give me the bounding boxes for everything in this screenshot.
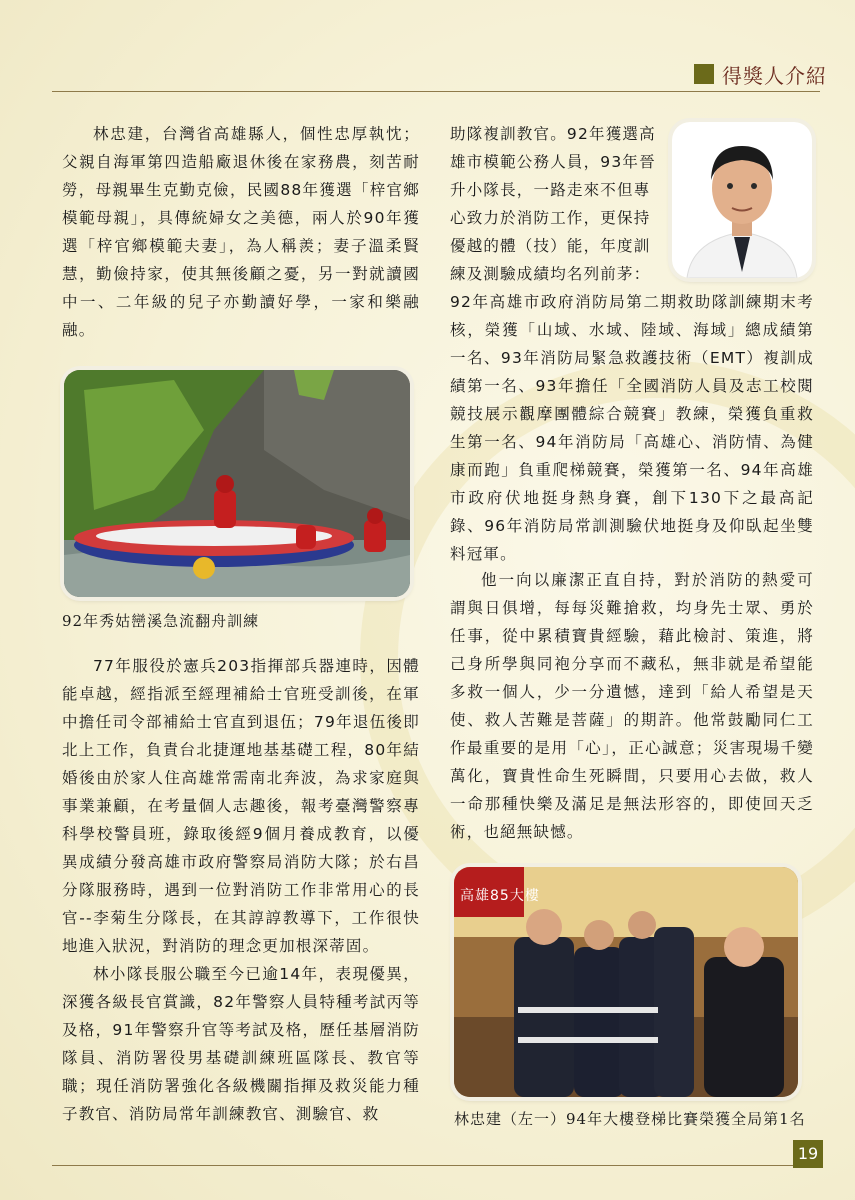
- text-line: 優越的體（技）能，年度訓: [450, 237, 651, 255]
- text-line: 練及測驗成績均名列前茅：: [450, 265, 651, 283]
- text-line: 心致力於消防工作，更保持: [450, 209, 651, 227]
- portrait-photo: [672, 122, 812, 278]
- portrait-illustration: [672, 122, 812, 278]
- right-intro-lines: [450, 120, 664, 288]
- text-line: 助隊複訓教官。92年獲選高: [450, 125, 656, 143]
- career-paragraph: 77年服役於憲兵203指揮部兵器連時，因體能卓越，經指派至經理補給士官班受訓後，在軍中擔任司令部補給士官直到退伍；79年退伍後即北上工作，負責台北捷運地基基礎工程，80年結婚後由於家人住高雄常需南北奔波，為求家庭與事業兼顧，在考量個人志趣後，報考臺灣警察專科學校警員班，錄取後經9個月養成教育，以優異成績分發高雄市政府警察局消防大隊；於右昌分隊服務時，遇到一位對消防工作非常用心的長官--李菊生分隊長，在其諄諄教導下，工作很快地進入狀況，對消防的理念更加根深蒂固。: [62, 657, 420, 955]
- dedication-paragraph: 他一向以廉潔正直自持，對於消防的熱愛可謂與日俱增，每每災難搶救，均身先士眾、勇於任事，從中累積寶貴經驗，藉此檢討、策進，將己身所學與同袍分享而不藏私，無非就是希望能多救一個人，少一分遺憾，達到「給人希望是天使、救人苦難是菩薩」的期許。他常鼓勵同仁工作最重要的是用「心」，正心誠意；災害現場千變萬化，寶貴性命生死瞬間，只要用心去做，救人一命那種快樂及滿足是無法形容的，即使回天乏術，也絕無缺憾。: [450, 571, 814, 841]
- footer-divider: [52, 1165, 822, 1166]
- text-line: 升小隊長，一路走來不但專: [450, 181, 651, 199]
- award-photo-caption: 林忠建（左一）94年大樓登梯比賽榮獲全局第1名: [454, 1110, 806, 1128]
- rafting-photo-caption: 92年秀姑巒溪急流翻舟訓練: [62, 612, 260, 630]
- rafting-photo-illustration: [64, 370, 410, 597]
- page-number: 19: [793, 1140, 823, 1168]
- intro-paragraph: 林忠建，台灣省高雄縣人，個性忠厚執忱；父親自海軍第四造船廠退休後在家務農，刻苦耐勞，母親畢生克勤克儉，民國88年獲選「梓官鄉模範母親」，具傳統婦女之美德，兩人於90年獲選「梓官鄉模範夫妻」，為人稱羨；妻子溫柔賢慧，勤儉持家，使其無後顧之憂，另一對就讀國中一、二年級的兒子亦勤讀好學，一家和樂融融。: [62, 125, 420, 339]
- photo-banner-text: 高雄85大樓: [460, 888, 540, 904]
- section-title: 得獎人介紹: [722, 64, 827, 88]
- awards-paragraph: 92年高雄市政府消防局第二期救助隊訓練期末考核，榮獲「山域、水域、陸域、海域」總成績第一名、93年消防局緊急救護技術（EMT）複訓成績第一名、93年擔任「全國消防人員及志工校閱競技展示觀摩團體綜合競賽」教練，榮獲負重救生第一名、94年消防局「高雄心、消防情、為健康而跑」負重爬梯競賽，榮獲第一名、94年高雄市政府伏地挺身熱身賽，創下130下之最高記錄、96年消防局常訓測驗伏地挺身及仰臥起坐雙料冠軍。: [450, 293, 814, 563]
- service-paragraph: 林小隊長服公職至今已逾14年，表現優異，深獲各級長官賞識，82年警察人員特種考試丙等及格，91年警察升官等考試及格，歷任基層消防隊員、消防署役男基礎訓練班區隊長、教官等職；現任消防署強化各級機關指揮及救災能力種子教官、消防局常年訓練教官、測驗官、救: [62, 965, 420, 1123]
- text-line: 雄市模範公務人員，93年晉: [450, 153, 656, 171]
- stair-climb-award-photo: [454, 867, 798, 1097]
- header-divider: [52, 91, 820, 92]
- header-marker-icon: [694, 64, 714, 84]
- rafting-training-photo: [64, 370, 410, 597]
